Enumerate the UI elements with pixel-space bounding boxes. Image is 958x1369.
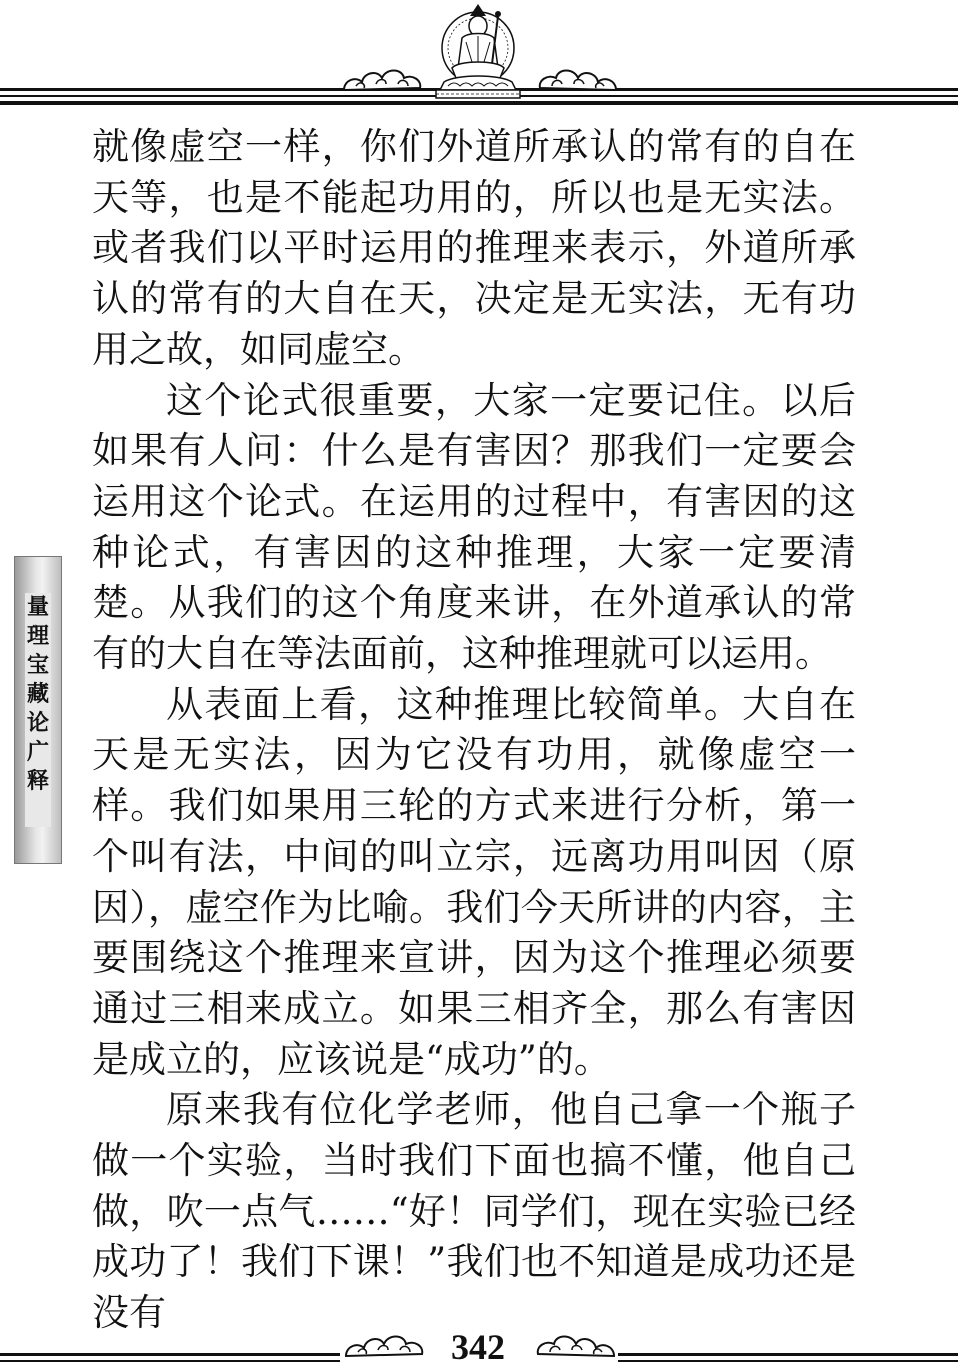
paragraph: 这个论式很重要，大家一定要记住。以后如果有人问：什么是有害因？那我们一定要会运用这个论式。在运用的过程中，有害因的这种论式，有害因的这种推理，大家一定要清楚。从我们的这个角度来讲，在外道承认的常有的大自在等法面前，这种推理就可以运用。	[92, 378, 856, 676]
body-text	[92, 122, 856, 1339]
side-title-char: 藏	[26, 681, 49, 707]
footer-rule-right	[618, 1353, 958, 1356]
footer-rule-left	[0, 1360, 340, 1362]
paragraph: 就像虚空一样，你们外道所承认的常有的自在天等，也是不能起功用的，所以也是无实法。或者我们以平时运用的推理来表示，外道所承认的常有的大自在天，决定是无实法，无有功用之故，如同虚空。	[92, 125, 856, 371]
footer-rule-left	[0, 1353, 340, 1356]
footer-rule-right	[618, 1360, 958, 1362]
deity-figure-icon	[428, 2, 528, 106]
cloud-ornament-left	[340, 62, 426, 96]
paragraph: 原来我有位化学老师，他自己拿一个瓶子做一个实验，当时我们下面也搞不懂，他自己做，吹一点气……“好！同学们，现在实验已经成功了！我们下课！”我们也不知道是成功还是没有	[92, 1088, 856, 1335]
page-number: 342	[451, 1327, 505, 1367]
side-title-char: 理	[26, 623, 49, 649]
cloud-ornament-right	[534, 62, 620, 96]
cloud-ornament-left	[342, 1326, 428, 1360]
side-title-char: 宝	[26, 652, 49, 678]
paragraph: 从表面上看，这种推理比较简单。大自在天是无实法，因为它没有功用，就像虚空一样。我们如果用三轮的方式来进行分析，第一个叫有法，中间的叫立宗，远离功用叫因（原因），虚空作为比喻。我们今天所讲的内容，主要围绕这个推理来宣讲，因为这个推理必须要通过三相来成立。如果三相齐全，那么有害因是成立的，应该说是“成功”的。	[92, 682, 856, 1081]
side-tab-inner	[25, 593, 51, 827]
side-title-char: 释	[26, 768, 49, 794]
side-title-char: 量	[26, 594, 49, 620]
side-title-char: 论	[26, 710, 49, 736]
side-title-char: 广	[26, 739, 49, 765]
cloud-ornament-right	[532, 1326, 618, 1360]
page-header-ornament	[0, 0, 958, 110]
side-tab-book-title	[14, 556, 62, 864]
